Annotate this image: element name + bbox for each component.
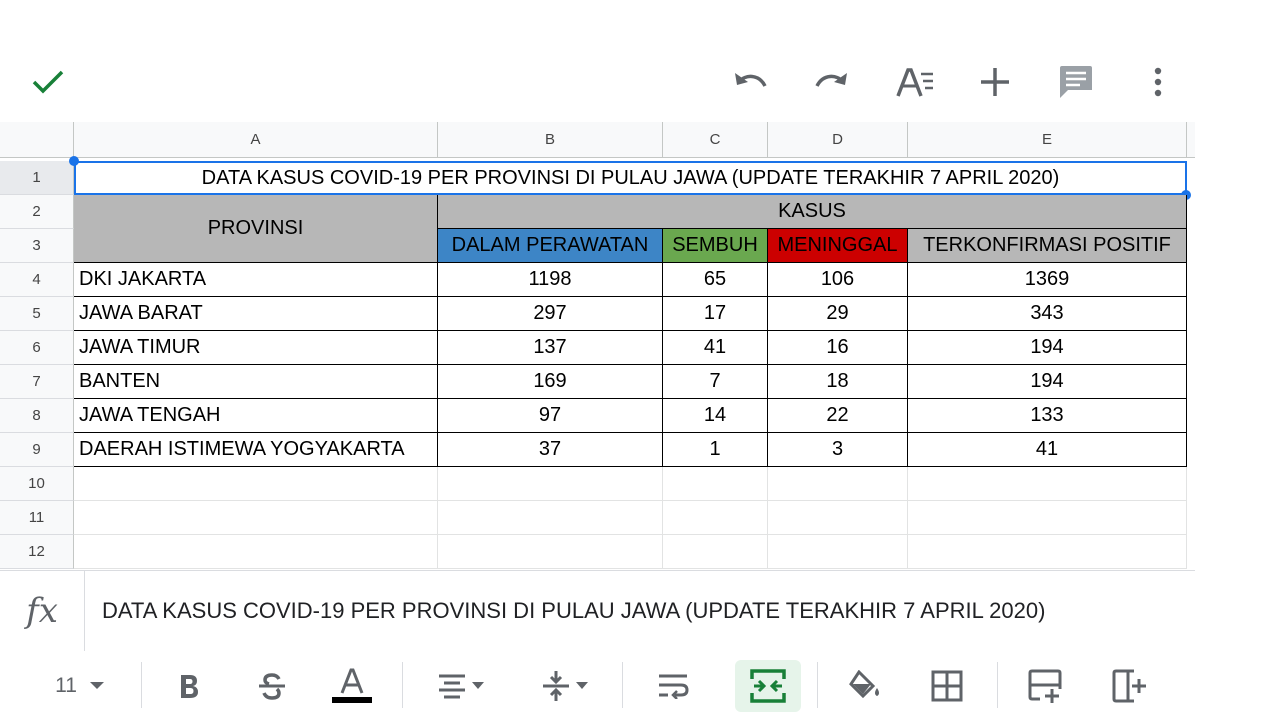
header-provinsi[interactable]: PROVINSI (74, 195, 438, 263)
header-kasus[interactable]: KASUS (438, 195, 1187, 229)
empty-cell[interactable] (438, 467, 663, 501)
row-header-9[interactable]: 9 (0, 433, 74, 467)
comment-icon[interactable] (1053, 60, 1099, 104)
column-header-b[interactable]: B (438, 122, 663, 158)
cell-terkonfirmasi[interactable]: 194 (908, 331, 1187, 365)
cell-meninggal[interactable]: 16 (768, 331, 908, 365)
cell-dalam-perawatan[interactable]: 37 (438, 433, 663, 467)
column-header-d[interactable]: D (768, 122, 908, 158)
cell-terkonfirmasi[interactable]: 133 (908, 399, 1187, 433)
add-icon[interactable] (972, 60, 1018, 104)
cell-terkonfirmasi[interactable]: 194 (908, 365, 1187, 399)
cell-meninggal[interactable]: 3 (768, 433, 908, 467)
toolbar-divider (817, 662, 818, 708)
empty-cell[interactable] (438, 501, 663, 535)
borders-button[interactable] (922, 651, 972, 720)
strikethrough-button[interactable] (247, 651, 297, 720)
wrap-text-button[interactable] (648, 651, 698, 720)
cell-dalam-perawatan[interactable]: 1198 (438, 263, 663, 297)
cell-meninggal[interactable]: 18 (768, 365, 908, 399)
cell-sembuh[interactable]: 41 (663, 331, 768, 365)
fill-color-button[interactable] (840, 651, 890, 720)
column-header-a[interactable]: A (74, 122, 438, 158)
horizontal-align-button[interactable] (428, 651, 494, 720)
text-color-swatch (332, 697, 372, 703)
check-icon[interactable] (26, 60, 70, 104)
cell-meninggal[interactable]: 106 (768, 263, 908, 297)
empty-cell[interactable] (768, 501, 908, 535)
fill-color-icon (847, 670, 883, 702)
cell-dalam-perawatan[interactable]: 297 (438, 297, 663, 331)
chevron-down-icon (471, 681, 485, 690)
empty-cell[interactable] (908, 535, 1187, 569)
select-all-corner[interactable] (0, 122, 74, 158)
empty-cell[interactable] (663, 535, 768, 569)
undo-icon[interactable] (728, 60, 774, 104)
top-action-bar (0, 0, 1280, 122)
empty-cell[interactable] (663, 501, 768, 535)
column-header-f[interactable] (1187, 122, 1195, 158)
fx-icon: fx (0, 571, 85, 651)
toolbar-divider (141, 662, 142, 708)
insert-column-icon (1112, 669, 1146, 703)
empty-cell[interactable] (74, 501, 438, 535)
format-toolbar (0, 651, 1195, 720)
cell-dalam-perawatan[interactable]: 169 (438, 365, 663, 399)
row-header-8[interactable]: 8 (0, 399, 74, 433)
row-header-10[interactable]: 10 (0, 467, 74, 501)
formula-input[interactable]: DATA KASUS COVID-19 PER PROVINSI DI PULAU JAWA (UPDATE TERAKHIR 7 APRIL 2020) (102, 598, 1046, 623)
align-icon (437, 673, 467, 699)
row-header-3[interactable]: 3 (0, 229, 74, 263)
cell-sembuh[interactable]: 65 (663, 263, 768, 297)
header-dalam-perawatan[interactable]: DALAM PERAWATAN (438, 229, 663, 263)
empty-cell[interactable] (74, 467, 438, 501)
cell-terkonfirmasi[interactable]: 1369 (908, 263, 1187, 297)
cell-sembuh[interactable]: 14 (663, 399, 768, 433)
header-sembuh[interactable]: SEMBUH (663, 229, 768, 263)
cell-province[interactable]: JAWA TIMUR (74, 331, 438, 365)
row-header-11[interactable]: 11 (0, 501, 74, 535)
merge-cells-button[interactable] (735, 660, 801, 712)
cell-province[interactable]: JAWA BARAT (74, 297, 438, 331)
chevron-down-icon (89, 681, 105, 691)
row-header-4[interactable]: 4 (0, 263, 74, 297)
toolbar-divider (402, 662, 403, 708)
chevron-down-icon (575, 681, 589, 690)
bold-icon (177, 672, 201, 700)
empty-cell[interactable] (663, 467, 768, 501)
row-header-1[interactable]: 1 (0, 161, 74, 195)
empty-cell[interactable] (74, 535, 438, 569)
vertical-align-button[interactable] (532, 651, 598, 720)
insert-row-icon (1028, 669, 1062, 703)
selection-handle-start[interactable] (69, 156, 79, 166)
column-header-e[interactable]: E (908, 122, 1187, 158)
empty-cell[interactable] (908, 501, 1187, 535)
merge-icon (750, 669, 786, 703)
header-meninggal[interactable]: MENINGGAL (768, 229, 908, 263)
row-header-7[interactable]: 7 (0, 365, 74, 399)
header-terkonfirmasi-positif[interactable]: TERKONFIRMASI POSITIF (908, 229, 1187, 263)
more-vert-icon[interactable] (1140, 60, 1176, 104)
row-header-12[interactable]: 12 (0, 535, 74, 569)
toolbar-divider (997, 662, 998, 708)
cell-dalam-perawatan[interactable]: 97 (438, 399, 663, 433)
formula-bar[interactable] (0, 570, 1195, 652)
insert-column-button[interactable] (1104, 651, 1154, 720)
cell-province[interactable]: JAWA TENGAH (74, 399, 438, 433)
cell-sembuh[interactable]: 1 (663, 433, 768, 467)
row-header-2[interactable]: 2 (0, 195, 74, 229)
bold-button[interactable] (164, 651, 214, 720)
text-format-icon[interactable] (892, 60, 938, 104)
empty-cell[interactable] (768, 467, 908, 501)
cell-province[interactable]: BANTEN (74, 365, 438, 399)
cell-province[interactable]: DKI JAKARTA (74, 263, 438, 297)
empty-cell[interactable] (438, 535, 663, 569)
cell-meninggal[interactable]: 29 (768, 297, 908, 331)
column-header-c[interactable]: C (663, 122, 768, 158)
cell-terkonfirmasi[interactable]: 343 (908, 297, 1187, 331)
cell-province[interactable]: DAERAH ISTIMEWA YOGYAKARTA (74, 433, 438, 467)
font-size-value: 11 (55, 673, 77, 697)
row-header-5[interactable]: 5 (0, 297, 74, 331)
wrap-icon (657, 673, 689, 699)
toolbar-divider (622, 662, 623, 708)
text-color-icon (339, 668, 365, 694)
text-color-button[interactable] (327, 651, 377, 720)
borders-icon (931, 670, 963, 702)
empty-cell[interactable] (768, 535, 908, 569)
table-title-cell[interactable]: DATA KASUS COVID-19 PER PROVINSI DI PULAU JAWA (UPDATE TERAKHIR 7 APRIL 2020) (74, 161, 1187, 195)
spreadsheet-grid[interactable] (0, 122, 1195, 570)
empty-cell[interactable] (908, 467, 1187, 501)
strikethrough-icon (257, 672, 287, 700)
font-size-select[interactable] (40, 651, 120, 720)
cell-dalam-perawatan[interactable]: 137 (438, 331, 663, 365)
valign-icon (541, 669, 571, 703)
redo-icon[interactable] (808, 60, 854, 104)
row-header-6[interactable]: 6 (0, 331, 74, 365)
cell-terkonfirmasi[interactable]: 41 (908, 433, 1187, 467)
cell-meninggal[interactable]: 22 (768, 399, 908, 433)
insert-row-button[interactable] (1020, 651, 1070, 720)
cell-sembuh[interactable]: 17 (663, 297, 768, 331)
cell-sembuh[interactable]: 7 (663, 365, 768, 399)
